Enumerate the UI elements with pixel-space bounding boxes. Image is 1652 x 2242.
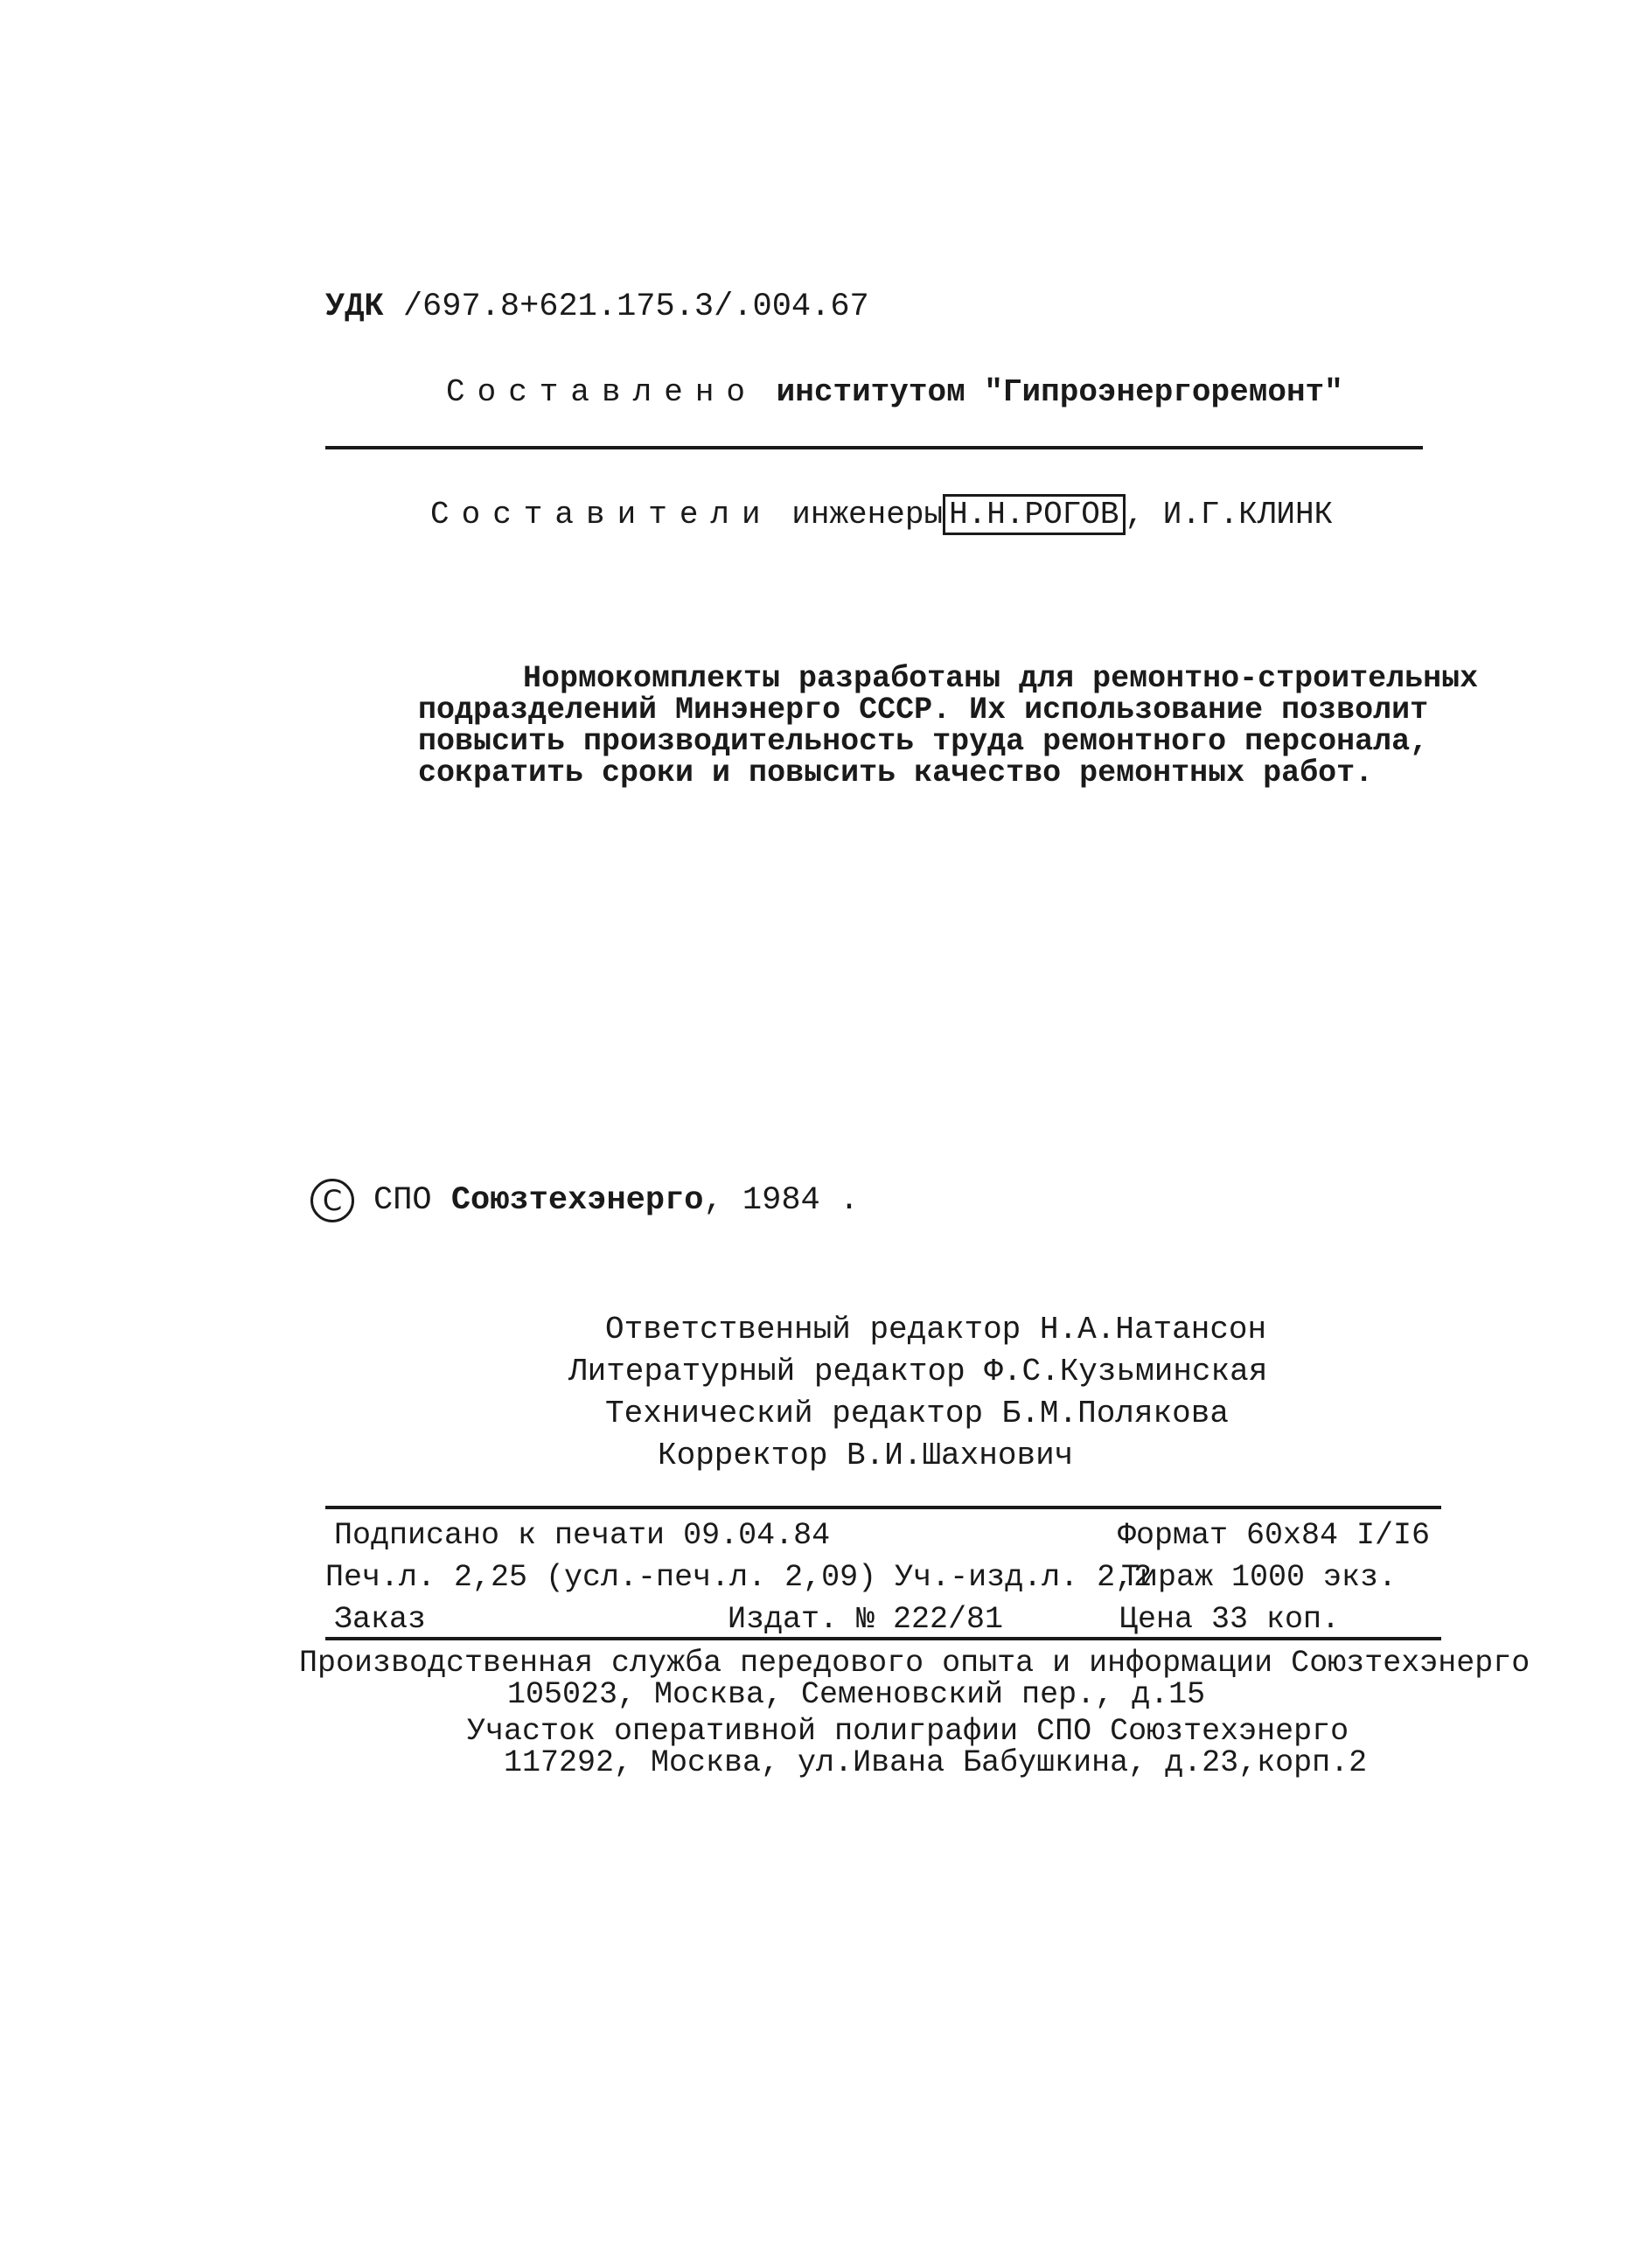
- paragraph-line: подразделений Минэнерго СССР. Их использование позволит: [418, 693, 1429, 728]
- paragraph-line: сократить сроки и повысить качество ремонтных работ.: [418, 755, 1374, 790]
- authors-label: Составители: [430, 497, 773, 533]
- author-boxed-name: Н.Н.РОГОВ: [943, 494, 1125, 535]
- publisher-name: Производственная служба передового опыта и информации Союзтехэнерго: [299, 1646, 1530, 1681]
- paragraph-line: повысить производительность труда ремонтного персонала,: [418, 724, 1429, 759]
- top-divider: [325, 446, 1423, 449]
- authors-role: инженеры: [791, 497, 944, 533]
- imprint-format: Формат 60х84 I/I6: [1118, 1518, 1431, 1553]
- editor-responsible: Ответственный редактор Н.А.Натансон: [605, 1312, 1267, 1347]
- imprint-bottom-rule: [325, 1637, 1441, 1640]
- compiled-by-line: [446, 374, 1343, 410]
- printer-address: 117292, Москва, ул.Ивана Бабушкина, д.23,корп.2: [504, 1745, 1368, 1780]
- paragraph-line: Нормокомплекты разработаны для ремонтно-строительных: [523, 661, 1479, 696]
- editor-proofreader: Корректор В.И.Шахнович: [658, 1438, 1074, 1473]
- udk-code: /697.8+621.175.3/.004.67: [402, 289, 869, 325]
- imprint-price: Цена 33 коп.: [1119, 1602, 1340, 1640]
- publisher-address: 105023, Москва, Семеновский пер., д.15: [507, 1677, 1206, 1712]
- udk-line: [325, 289, 869, 325]
- udk-label: УДК: [325, 289, 384, 325]
- imprint-top-rule: [325, 1506, 1441, 1509]
- copyright-icon: C: [310, 1179, 354, 1222]
- compiled-word: Составлено: [446, 374, 758, 410]
- imprint-run: Тираж 1000 экз.: [1121, 1560, 1398, 1595]
- editor-literary: Литературный редактор Ф.С.Кузьминская: [568, 1354, 1268, 1389]
- editor-technical: Технический редактор Б.М.Полякова: [605, 1396, 1229, 1431]
- compiled-institute: институтом "Гипроэнергоремонт": [776, 374, 1343, 410]
- copyright-year: , 1984 .: [703, 1182, 860, 1219]
- imprint-order: Заказ: [334, 1602, 426, 1640]
- description-paragraph: [418, 663, 1478, 789]
- copyright-org: Союзтехэнерго: [450, 1182, 704, 1219]
- imprint-pubno: Издат. № 222/81: [728, 1602, 1003, 1640]
- imprint-sheets: Печ.л. 2,25 (усл.-печ.л. 2,09) Уч.-изд.л. 2,2: [325, 1560, 1153, 1595]
- author-other-name: , И.Г.КЛИНК: [1125, 497, 1334, 533]
- authors-line: [430, 497, 1333, 533]
- copyright-prefix: СПО: [373, 1182, 432, 1219]
- printer-name: Участок оперативной полиграфии СПО Союзтехэнерго: [467, 1714, 1349, 1749]
- imprint-signed: Подписано к печати 09.04.84: [334, 1518, 831, 1553]
- copyright-line: [310, 1179, 859, 1222]
